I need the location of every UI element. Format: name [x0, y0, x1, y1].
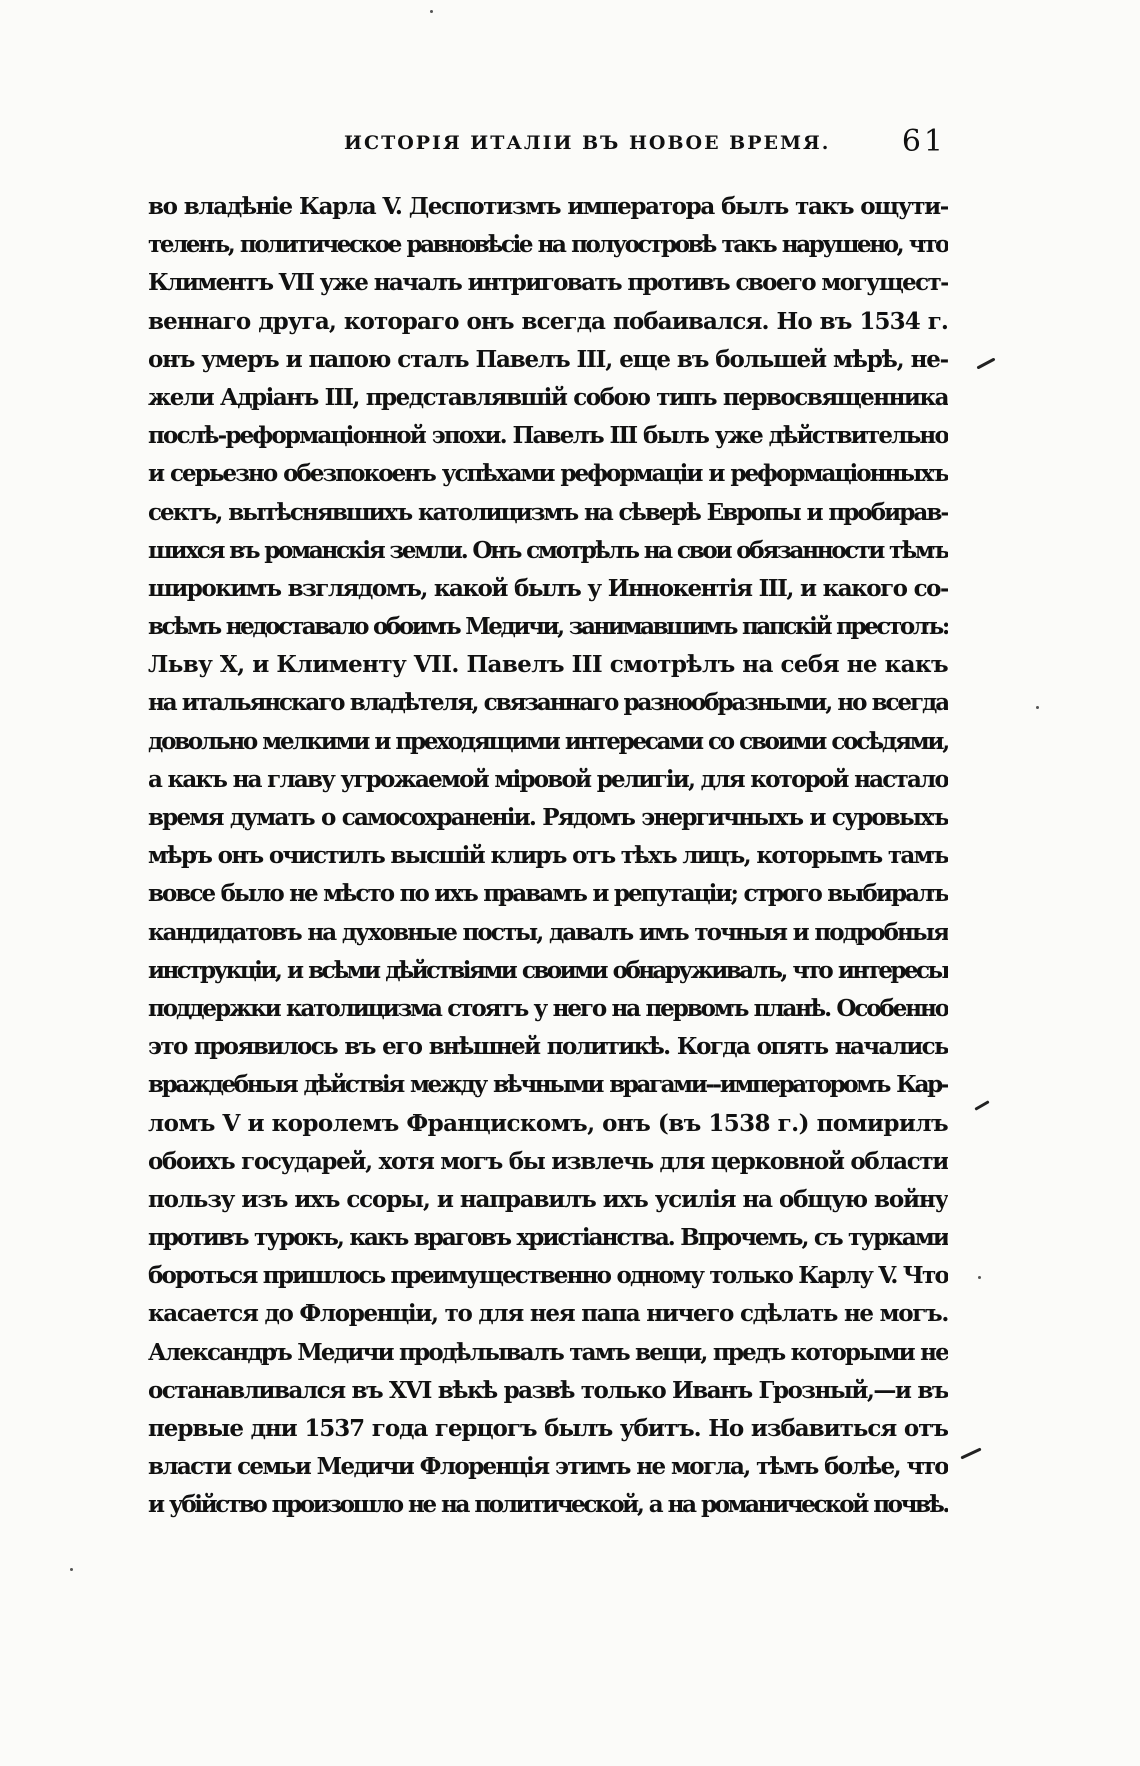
- page-header: [148, 124, 948, 164]
- text-line: жели Адріанъ III, представлявшій собою типъ первосвященника: [148, 383, 948, 411]
- text-line: довольно мелкими и преходящими интересами со своими сосѣдями,: [148, 727, 948, 755]
- text-line: вовсе было не мѣсто по ихъ правамъ и репутаціи; строго выбиралъ: [148, 880, 948, 908]
- text-line: на итальянскаго владѣтеля, связаннаго разнообразными, но всегда: [148, 689, 948, 717]
- text-line: инструкціи, и всѣми дѣйствіями своими обнаруживалъ, что интересы: [148, 956, 948, 984]
- text-line: власти семьи Медичи Флоренція этимъ не могла, тѣмъ болѣе, что: [148, 1453, 948, 1481]
- text-line: Климентъ VII уже началъ интриговать противъ своего могущест-: [148, 269, 948, 297]
- text-line: и серьезно обезпокоенъ успѣхами реформаціи и реформаціонныхъ: [148, 460, 948, 488]
- body-text: [148, 188, 948, 1525]
- text-line: касается до Флоренціи, то для нея папа ничего сдѣлать не могъ.: [148, 1300, 948, 1328]
- text-line: широкимъ взглядомъ, какой былъ у Иннокентія III, и какого со-: [148, 574, 948, 602]
- margin-dot: [70, 1568, 73, 1571]
- text-line: бороться пришлось преимущественно одному только Карлу V. Что: [148, 1262, 948, 1290]
- margin-dot: [1036, 706, 1039, 709]
- text-line: послѣ-реформаціонной эпохи. Павелъ III былъ уже дѣйствительно: [148, 422, 948, 450]
- text-line: Льву X, и Клименту VII. Павелъ III смотрѣлъ на себя не какъ: [148, 651, 948, 679]
- margin-pencil-mark: [974, 1100, 989, 1111]
- text-line: первые дни 1537 года герцогъ былъ убитъ. Но избавиться отъ: [148, 1415, 948, 1442]
- text-line: всѣмъ недоставало обоимъ Медичи, занимавшимъ папскій престолъ:: [148, 613, 948, 641]
- text-line: поддержки католицизма стоятъ у него на первомъ планѣ. Особенно: [148, 994, 948, 1022]
- text-line: ломъ V и королемъ Францискомъ, онъ (въ 1538 г.) помирилъ: [148, 1109, 948, 1137]
- page-number: 61: [901, 124, 946, 159]
- text-line: онъ умеръ и папою сталъ Павелъ III, еще въ большей мѣрѣ, не-: [148, 345, 948, 373]
- text-line: во владѣніе Карла V. Деспотизмъ императора былъ такъ ощути-: [148, 193, 948, 220]
- text-line: враждебныя дѣйствія между вѣчными врагами--императоромъ Кар-: [148, 1071, 948, 1099]
- text-line: обоихъ государей, хотя могъ бы извлечь для церковной области: [148, 1147, 948, 1175]
- text-line: сектъ, вытѣснявшихъ католицизмъ на сѣверѣ Европы и пробирав-: [148, 498, 948, 526]
- margin-pencil-mark: [976, 357, 995, 369]
- text-line: веннаго друга, котораго онъ всегда побаивался. Но въ 1534 г.: [148, 307, 948, 335]
- text-line: время думать о самосохраненіи. Рядомъ энергичныхъ и суровыхъ: [148, 804, 948, 831]
- text-line: а какъ на главу угрожаемой міровой религіи, для которой настало: [148, 765, 948, 793]
- text-line: шихся въ романскія земли. Онъ смотрѣлъ на свои обязанности тѣмъ: [148, 536, 948, 564]
- text-line: кандидатовъ на духовные посты, давалъ имъ точныя и подробныя: [148, 918, 948, 946]
- text-line: и убійство произошло не на политической, а на романической почвѣ.: [148, 1491, 948, 1519]
- text-line: мѣръ онъ очистилъ высшій клиръ отъ тѣхъ лицъ, которымъ тамъ: [148, 842, 948, 870]
- text-line: пользу изъ ихъ ссоры, и направилъ ихъ усилія на общую войну: [148, 1185, 948, 1213]
- text-line: противъ турокъ, какъ враговъ христіанства. Впрочемъ, съ турками: [148, 1224, 948, 1252]
- text-line: это проявилось въ его внѣшней политикѣ. Когда опять начались: [148, 1033, 948, 1061]
- margin-dot: [978, 1276, 981, 1279]
- text-line: Александръ Медичи продѣлывалъ тамъ вещи, предъ которыми не: [148, 1338, 948, 1366]
- margin-dot: [430, 10, 433, 13]
- running-title: ИСТОРІЯ ИТАЛІИ ВЪ НОВОЕ ВРЕМЯ.: [344, 132, 831, 154]
- text-line: теленъ, политическое равновѣсіе на полуостровѣ такъ нарушено, что: [148, 231, 948, 259]
- text-line: останавливался въ XVI вѣкѣ развѣ только Иванъ Грозный,—и въ: [148, 1376, 948, 1404]
- margin-pencil-mark: [960, 1447, 981, 1459]
